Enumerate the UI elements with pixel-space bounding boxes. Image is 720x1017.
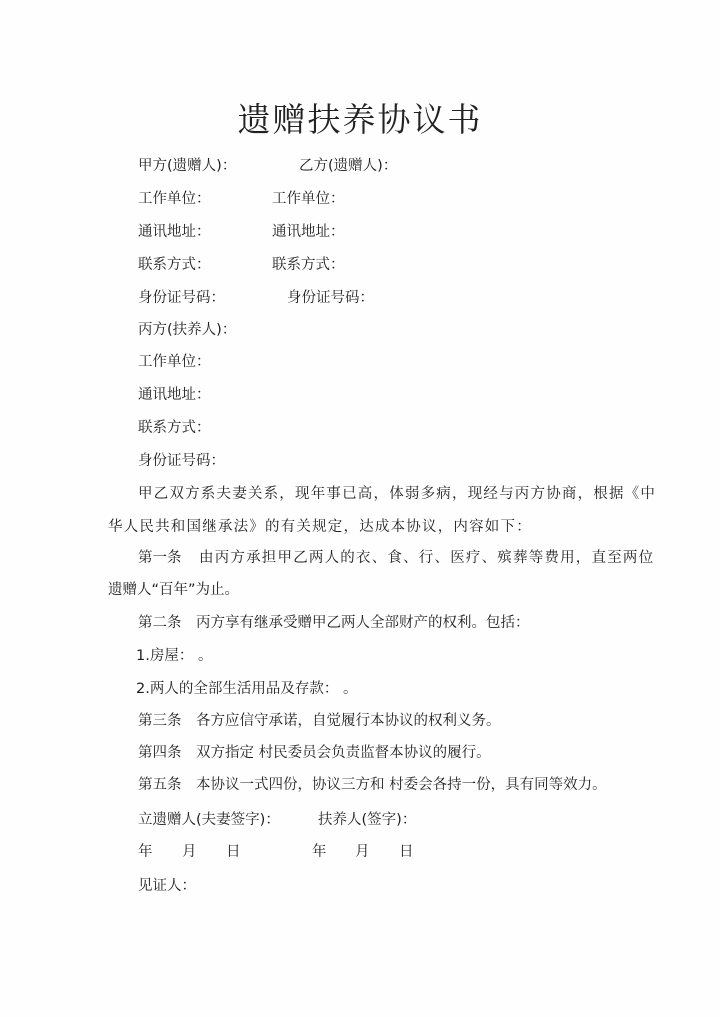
article-4-text: 双方指定 村民委员会负责监督本协议的履行。 (196, 745, 491, 761)
article-4-number: 第四条 (138, 745, 182, 761)
party-b-label: 乙方(遗赠人)： (299, 158, 398, 174)
party-b-work-unit: 工作单位： (272, 191, 345, 207)
supporter-date-day: 日 (399, 844, 414, 860)
party-c-address: 通讯地址： (138, 387, 211, 403)
article-3-text: 各方应信守承诺，自觉履行本协议的权利义务。 (196, 713, 501, 729)
property-item-2: 2.两人的全部生活用品及存款： 。 (136, 681, 358, 697)
article-1-number: 第一条 (138, 550, 182, 566)
party-b-contact: 联系方式： (272, 257, 345, 273)
property-item-1: 1.房屋： 。 (136, 648, 213, 664)
party-b-address: 通讯地址： (272, 224, 345, 240)
article-3-number: 第三条 (138, 713, 182, 729)
party-c-label: 丙方(扶养人)： (138, 322, 237, 338)
party-a-address: 通讯地址： (138, 224, 211, 240)
party-a-work-unit: 工作单位： (138, 191, 211, 207)
preamble-line-1: 甲乙双方系夫妻关系，现年事已高，体弱多病，现经与丙方协商，根据《中 (138, 486, 657, 502)
article-1-text: 由丙方承担甲乙两人的衣、食、行、医疗、殡葬等费用，直至两位 (199, 550, 655, 566)
supporter-date-month: 月 (355, 844, 370, 860)
party-a-contact: 联系方式： (138, 257, 211, 273)
witness-label: 见证人： (138, 878, 196, 894)
party-c-contact: 联系方式： (138, 420, 211, 436)
bequeather-date-year: 年 (138, 844, 153, 860)
party-c-id-number: 身份证号码： (138, 453, 225, 469)
bequeather-signature-label: 立遗赠人(夫妻签字)： (138, 812, 280, 828)
party-a-label: 甲方(遗赠人)： (138, 158, 237, 174)
bequeather-date-month: 月 (182, 844, 197, 860)
supporter-date-year: 年 (312, 844, 327, 860)
party-b-id-number: 身份证号码： (287, 290, 374, 306)
party-c-work-unit: 工作单位： (138, 354, 211, 370)
article-5-number: 第五条 (138, 777, 182, 793)
document-title: 遗赠扶养协议书 (237, 100, 483, 139)
preamble-line-2: 华人民共和国继承法》的有关规定，达成本协议，内容如下： (108, 519, 532, 535)
article-5-text: 本协议一式四份，协议三方和 村委会各持一份，具有同等效力。 (196, 777, 607, 793)
article-1-continuation: 遗赠人“百年”为止。 (108, 582, 240, 598)
article-2-number: 第二条 (138, 615, 182, 631)
bequeather-date-day: 日 (226, 844, 241, 860)
supporter-signature-label: 扶养人(签字)： (318, 812, 417, 828)
party-a-id-number: 身份证号码： (138, 290, 225, 306)
article-2-text: 丙方享有继承受赠甲乙两人全部财产的权利。包括： (196, 615, 530, 631)
